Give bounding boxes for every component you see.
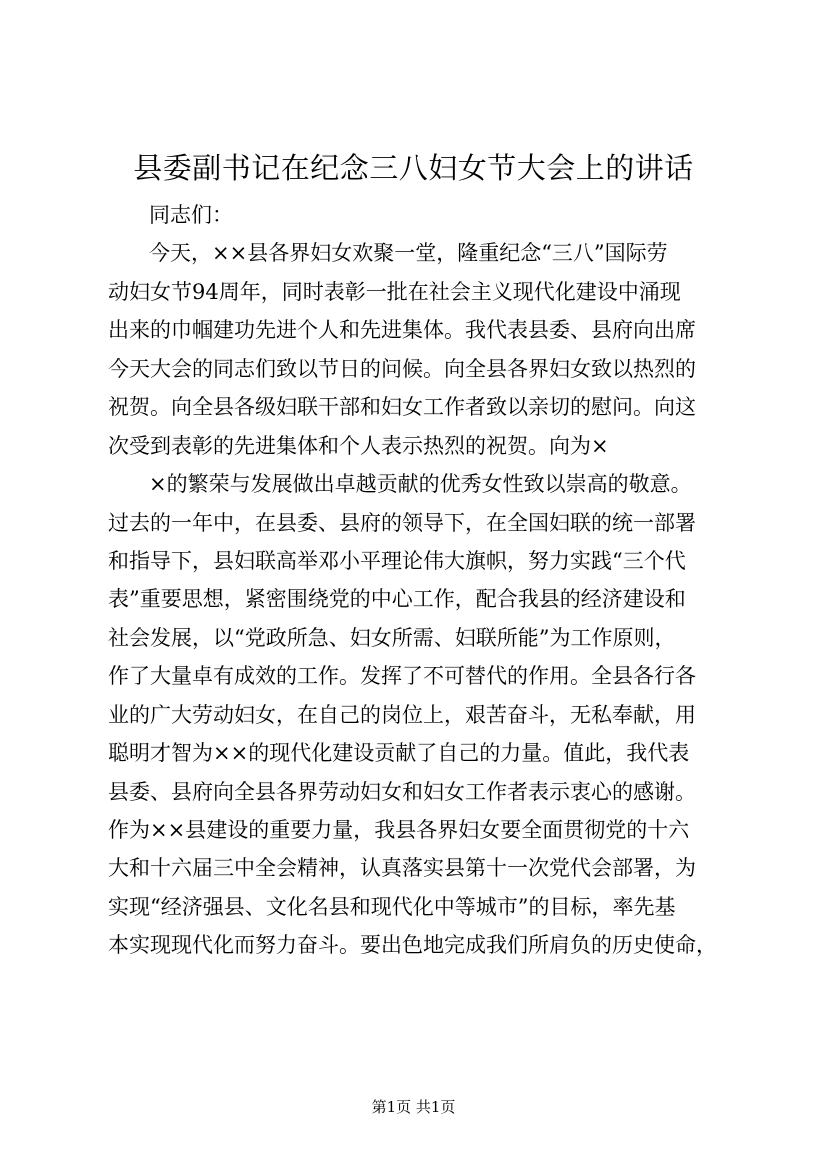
paragraph-line: 今天，××县各界妇女欢聚一堂，隆重纪念“三八”国际劳 [149,241,668,266]
salutation: 同志们： [149,203,233,227]
paragraph-line: 业的广大劳动妇女，在自己的岗位上，艰苦奋斗，无私奉献，用 [108,702,696,727]
paragraph-line: 聪明才智为××的现代化建设贡献了自己的力量。值此，我代表 [108,741,690,766]
paragraph-line: 出来的巾帼建功先进个人和先进集体。我代表县委、县府向出席 [108,318,696,343]
paragraph-line: 作为××县建设的重要力量，我县各界妇女要全面贯彻党的十六 [108,818,690,842]
paragraph-line: 今天大会的同志们致以节日的问候。向全县各界妇女致以热烈的 [108,356,696,381]
paragraph-line: 作了大量卓有成效的工作。发挥了不可替代的作用。全县各行各 [108,664,696,689]
paragraph-line: 次受到表彰的先进集体和个人表示热烈的祝贺。向为× [108,433,609,458]
paragraph-line: 实现“经济强县、文化名县和现代化中等城市”的目标，率先基 [108,894,676,919]
paragraph-line: 社会发展，以“党政所急、妇女所需、妇联所能”为工作原则， [108,625,676,650]
paragraph-line: 过去的一年中，在县委、县府的领导下，在全国妇联的统一部署 [108,510,696,535]
paragraph-line: 表”重要思想，紧密围绕党的中心工作，配合我县的经济建设和 [108,587,686,612]
paragraph-line: 和指导下，县妇联高举邓小平理论伟大旗帜，努力实践“三个代 [108,548,686,573]
document-body [108,196,748,965]
paragraph-line: 县委、县府向全县各界劳动妇女和妇女工作者表示衷心的感谢。 [108,779,696,804]
page-footer: 第1页 共1页 [371,1098,456,1116]
document-title: 县委副书记在纪念三八妇女节大会上的讲话 [133,151,694,185]
paragraph-line: ×的繁荣与发展做出卓越贡献的优秀女性致以崇高的敬意。 [149,472,692,497]
paragraph-line: 大和十六届三中全会精神，认真落实县第十一次党代会部署，为 [108,856,696,881]
paragraph-line: 祝贺。向全县各级妇联干部和妇女工作者致以亲切的慰问。向这 [108,395,696,420]
paragraph-line: 动妇女节94周年，同时表彰一批在社会主义现代化建设中涌现 [108,279,681,304]
paragraph-line: 本实现现代化而努力奋斗。要出色地完成我们所肩负的历史使命， [108,933,717,958]
